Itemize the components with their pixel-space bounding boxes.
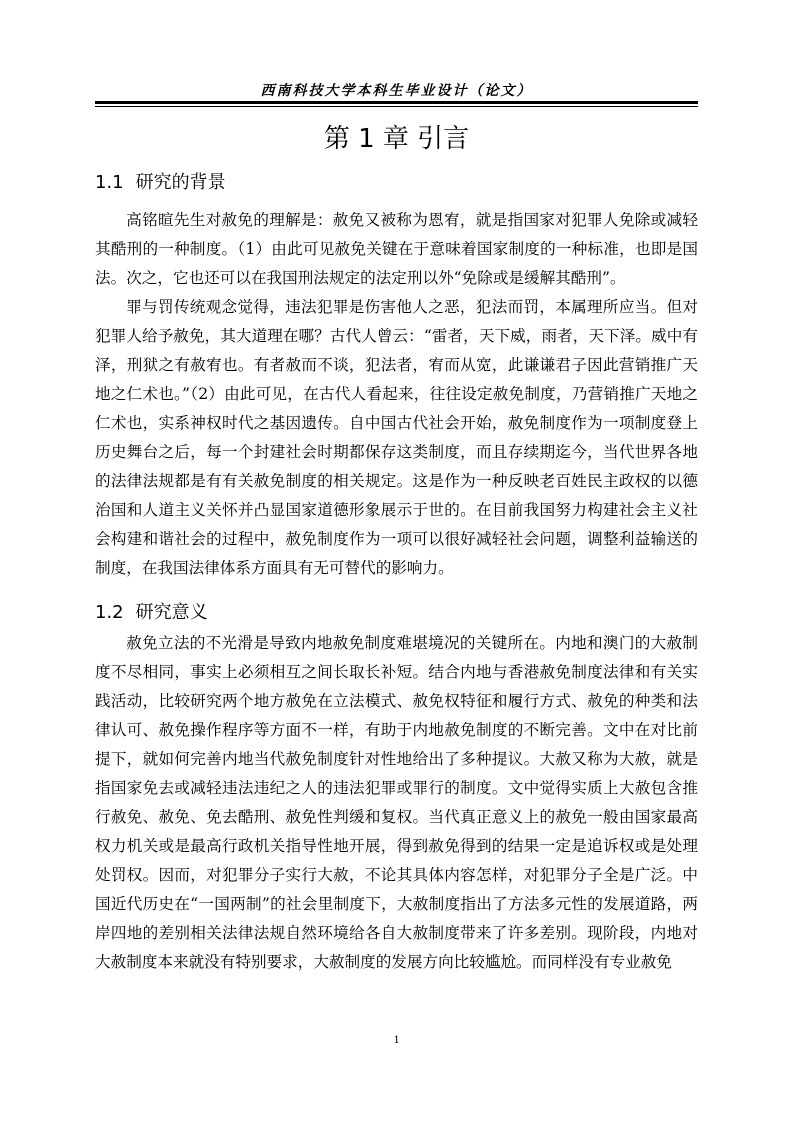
header-rule-thin [95, 106, 698, 107]
body-paragraph: 罪与罚传统观念觉得，违法犯罪是伤害他人之恶，犯法而罚，本属理所应当。但对犯罪人给予赦免，其大道理在哪？古代人曾云：“雷者，天下威，雨者，天下泽。威中有泽，刑狱之有赦宥也。有者赦而不谈，犯法者，宥而从宽，此谦谦君子因此营销推广天地之仁术也。”（2）由此可见，在古代人看起来，往往设定赦免制度，乃营销推广天地之仁术也，实系神权时代之基因遗传。自中国古代社会开始，赦免制度作为一项制度登上历史舞台之后，每一个封建社会时期都保存这类制度，而且存续期迄今，当代世界各地的法律法规都是有有关赦免制度的相关规定。这是作为一种反映老百姓民主政权的以德治国和人道主义关怀并凸显国家道德形象展示于世的。在目前我国努力构建社会主义社会构建和谐社会的过程中，赦免制度作为一项可以很好减轻社会问题，调整利益输送的制度，在我国法律体系方面具有无可替代的影响力。 [95, 298, 698, 577]
section-title: 研究的背景 [135, 172, 226, 193]
section-number: 1.2 [95, 602, 124, 623]
header-rule-thick [95, 101, 698, 104]
section-heading-significance [95, 598, 698, 624]
body-paragraph: 赦免立法的不光滑是导致内地赦免制度难堪境况的关键所在。内地和澳门的大赦制度不尽相同，事实上必须相互之间长取长补短。结合内地与香港赦免制度法律和有关实践活动，比较研究两个地方赦免在立法模式、赦免权特征和履行方式、赦免的种类和法律认可、赦免操作程序等方面不一样，有助于内地赦免制度的不断完善。文中在对比前提下，就如何完善内地当代赦免制度针对性地给出了多种提议。大赦又称为大赦，就是指国家免去或减轻违法违纪之人的违法犯罪或罪行的制度。文中觉得实质上大赦包含推行赦免、赦免、免去酷刑、赦免性判缓和复权。当代真正意义上的赦免一般由国家最高权力机关或是最高行政机关指导性地开展，得到赦免得到的结果一定是追诉权或是处理处罚权。因而，对犯罪分子实行大赦，不论其具体内容怎样，对犯罪分子全是广泛。中国近代历史在“一国两制”的社会里制度下，大赦制度指出了方法多元性的发展道路，两岸四地的差别相关法律法规自然环境给各自大赦制度带来了许多差别。现阶段，内地对大赦制度本来就没有特别要求，大赦制度的发展方向比较尴尬。而同样没有专业赦免 [95, 634, 698, 971]
section-heading-background [95, 168, 698, 194]
running-header: 西南科技大学本科生毕业设计（论文） [260, 83, 533, 99]
chapter-title: 第 1 章 引言 [323, 124, 470, 154]
body-paragraph: 高铭暄先生对赦免的理解是：赦免又被称为恩宥，就是指国家对犯罪人免除或减轻其酷刑的一种制度。（1）由此可见赦免关键在于意味着国家制度的一种标准，也即是国法。次之，它也还可以在我国刑法规定的法定刑以外“免除或是缓解其酷刑”。 [95, 211, 698, 287]
section-number: 1.1 [95, 172, 124, 193]
page-number: 1 [393, 1032, 400, 1046]
section-title: 研究意义 [135, 602, 208, 623]
